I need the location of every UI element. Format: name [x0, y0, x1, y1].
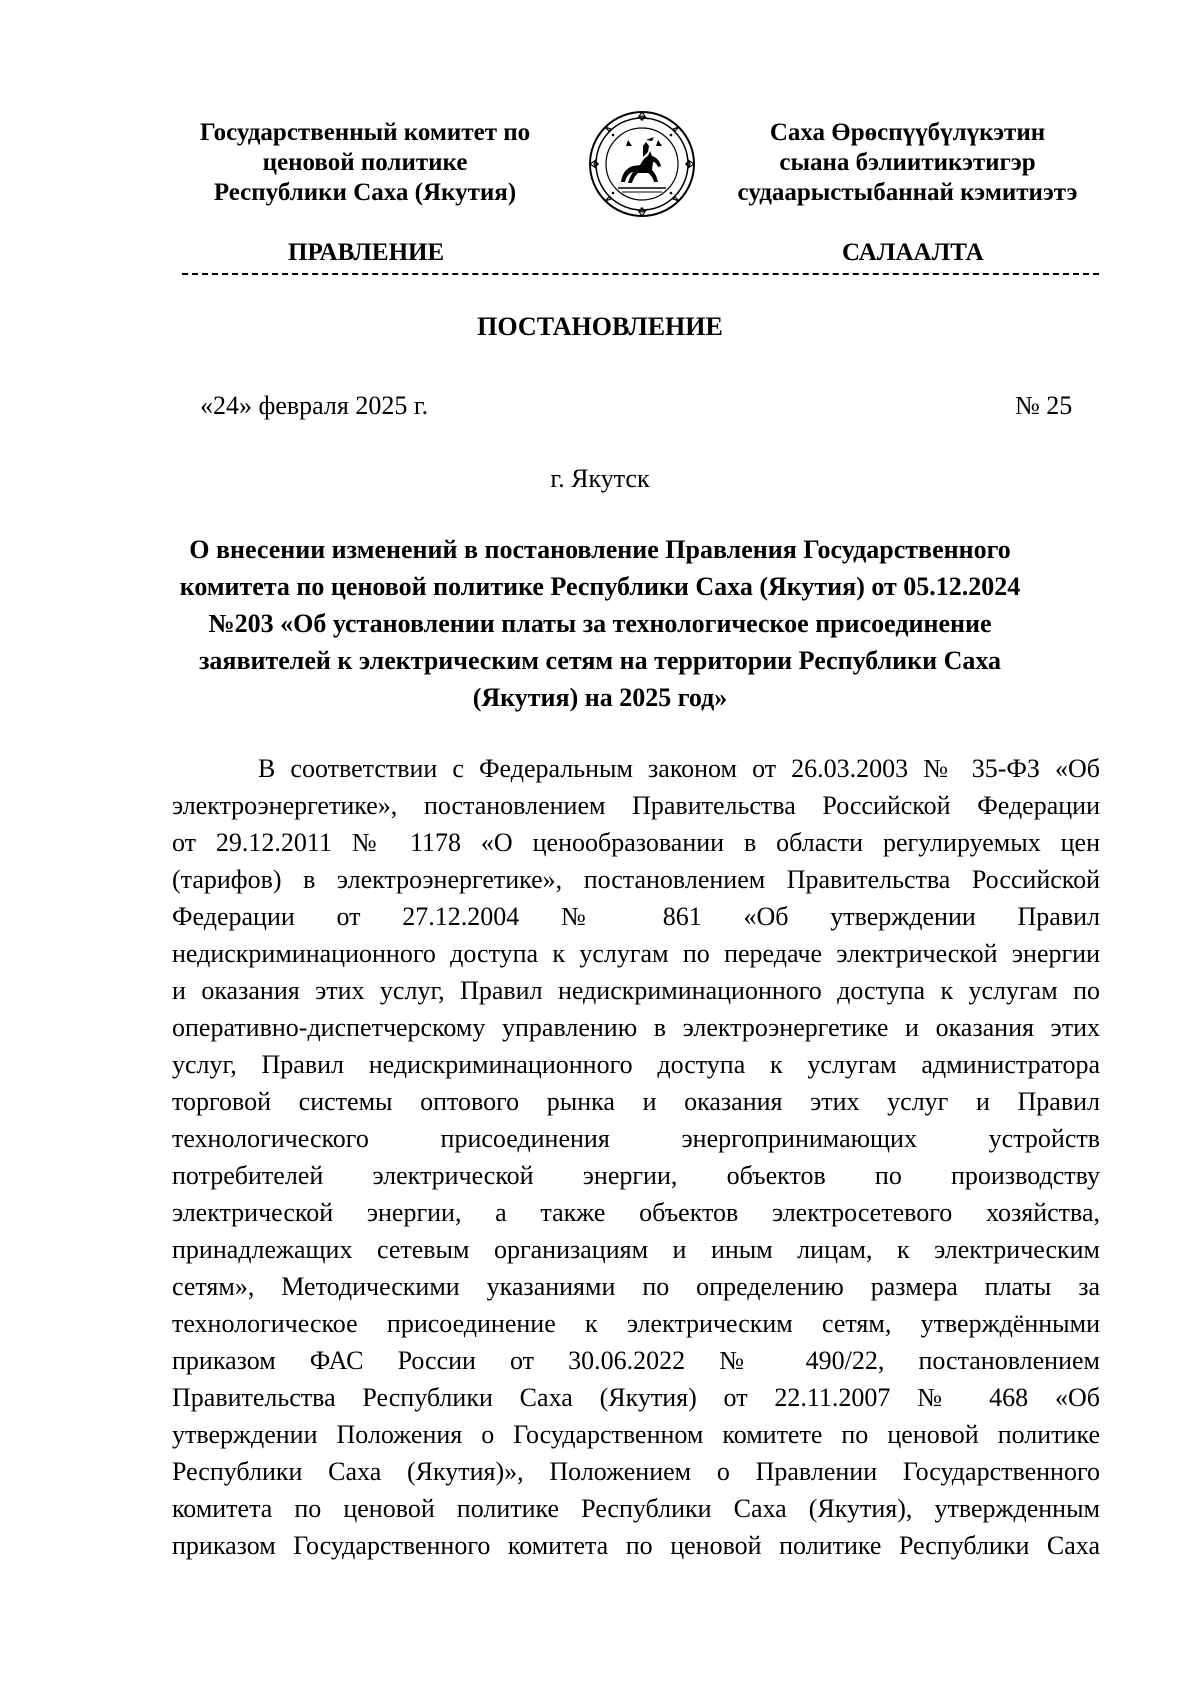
right-org-line: судаарыстыбаннай кэмитиэтэ — [737, 179, 1078, 206]
body-line: от 29.12.2011 № 1178 «О ценообразовании в области регулируемых цен — [172, 828, 1100, 857]
body-line: торговой системы оптового рынка и оказания этих услуг и Правил — [172, 1087, 1100, 1116]
document-city: г. Якутск — [550, 464, 650, 493]
body-line: (тарифов) в электроэнергетике», постановлением Правительства Российской — [172, 865, 1100, 894]
left-org-line: Государственный комитет по — [199, 119, 531, 146]
right-organization-name — [710, 118, 1105, 208]
dashed-separator — [182, 273, 1099, 275]
document-title — [150, 531, 1050, 716]
body-line: технологического присоединения энергопринимающих устройств — [172, 1124, 1100, 1153]
body-paragraph — [172, 750, 1100, 1564]
title-line: №203 «Об установлении платы за технологическое присоединение — [208, 609, 992, 638]
title-line: комитета по ценовой политике Республики Саха (Якутия) от 05.12.2024 — [179, 572, 1021, 601]
body-line: Федерации от 27.12.2004 № 861 «Об утверждении Правил — [172, 902, 1100, 931]
board-label-ru: ПРАВЛЕНИЕ — [288, 239, 445, 266]
document-number: № 25 — [1015, 391, 1073, 420]
body-line: приказом Государственного комитета по ценовой политике Республики Саха — [172, 1531, 1100, 1560]
body-line: комитета по ценовой политике Республики Саха (Якутия), утвержденным — [172, 1494, 1100, 1523]
body-line: услуг, Правил недискриминационного доступа к услугам администратора — [172, 1050, 1100, 1079]
body-line: сетям», Методическими указаниями по определению размера платы за — [172, 1272, 1100, 1301]
right-org-line: Саха Өрөспүүбүлүкэтин — [769, 119, 1046, 146]
title-line: заявителей к электрическим сетям на территории Республики Саха — [198, 646, 1002, 675]
title-line: О внесении изменений в постановление Правления Государственного — [189, 535, 1011, 564]
body-line: В соответствии с Федеральным законом от 26.03.2003 № 35-ФЗ «Об — [258, 754, 1100, 783]
left-org-line: Республики Саха (Якутия) — [213, 179, 517, 206]
left-organization-name — [170, 118, 560, 208]
body-line: оперативно-диспетчерскому управлению в электроэнергетике и оказания этих — [172, 1013, 1100, 1042]
body-line: потребителей электрической энергии, объектов по производству — [172, 1161, 1100, 1190]
document-date: «24» февраля 2025 г. — [200, 391, 429, 420]
body-line: Республики Саха (Якутия)», Положением о Правлении Государственного — [172, 1457, 1100, 1486]
sakha-republic-emblem-icon — [588, 110, 696, 218]
body-line: электрической энергии, а также объектов электросетевого хозяйства, — [172, 1198, 1100, 1227]
body-line: Правительства Республики Саха (Якутия) от 22.11.2007 № 468 «Об — [172, 1383, 1100, 1412]
left-org-line: ценовой политике — [262, 149, 468, 176]
body-line: приказом ФАС России от 30.06.2022 № 490/22, постановлением — [172, 1346, 1100, 1375]
board-label-sah: САЛААЛТА — [842, 239, 984, 266]
body-line: электроэнергетике», постановлением Правительства Российской Федерации — [172, 791, 1100, 820]
body-line: и оказания этих услуг, Правил недискриминационного доступа к услугам по — [172, 976, 1100, 1005]
body-line: принадлежащих сетевым организациям и иным лицам, к электрическим — [172, 1235, 1100, 1264]
right-org-line: сыана бэлиитикэтигэр — [779, 149, 1036, 176]
body-line: утверждении Положения о Государственном комитете по ценовой политике — [172, 1420, 1100, 1449]
body-line: недискриминационного доступа к услугам по передаче электрической энергии — [172, 939, 1100, 968]
document-type-heading: ПОСТАНОВЛЕНИЕ — [477, 312, 723, 341]
body-line: технологическое присоединение к электрическим сетям, утверждёнными — [172, 1309, 1100, 1338]
title-line: (Якутия) на 2025 год» — [472, 683, 728, 712]
